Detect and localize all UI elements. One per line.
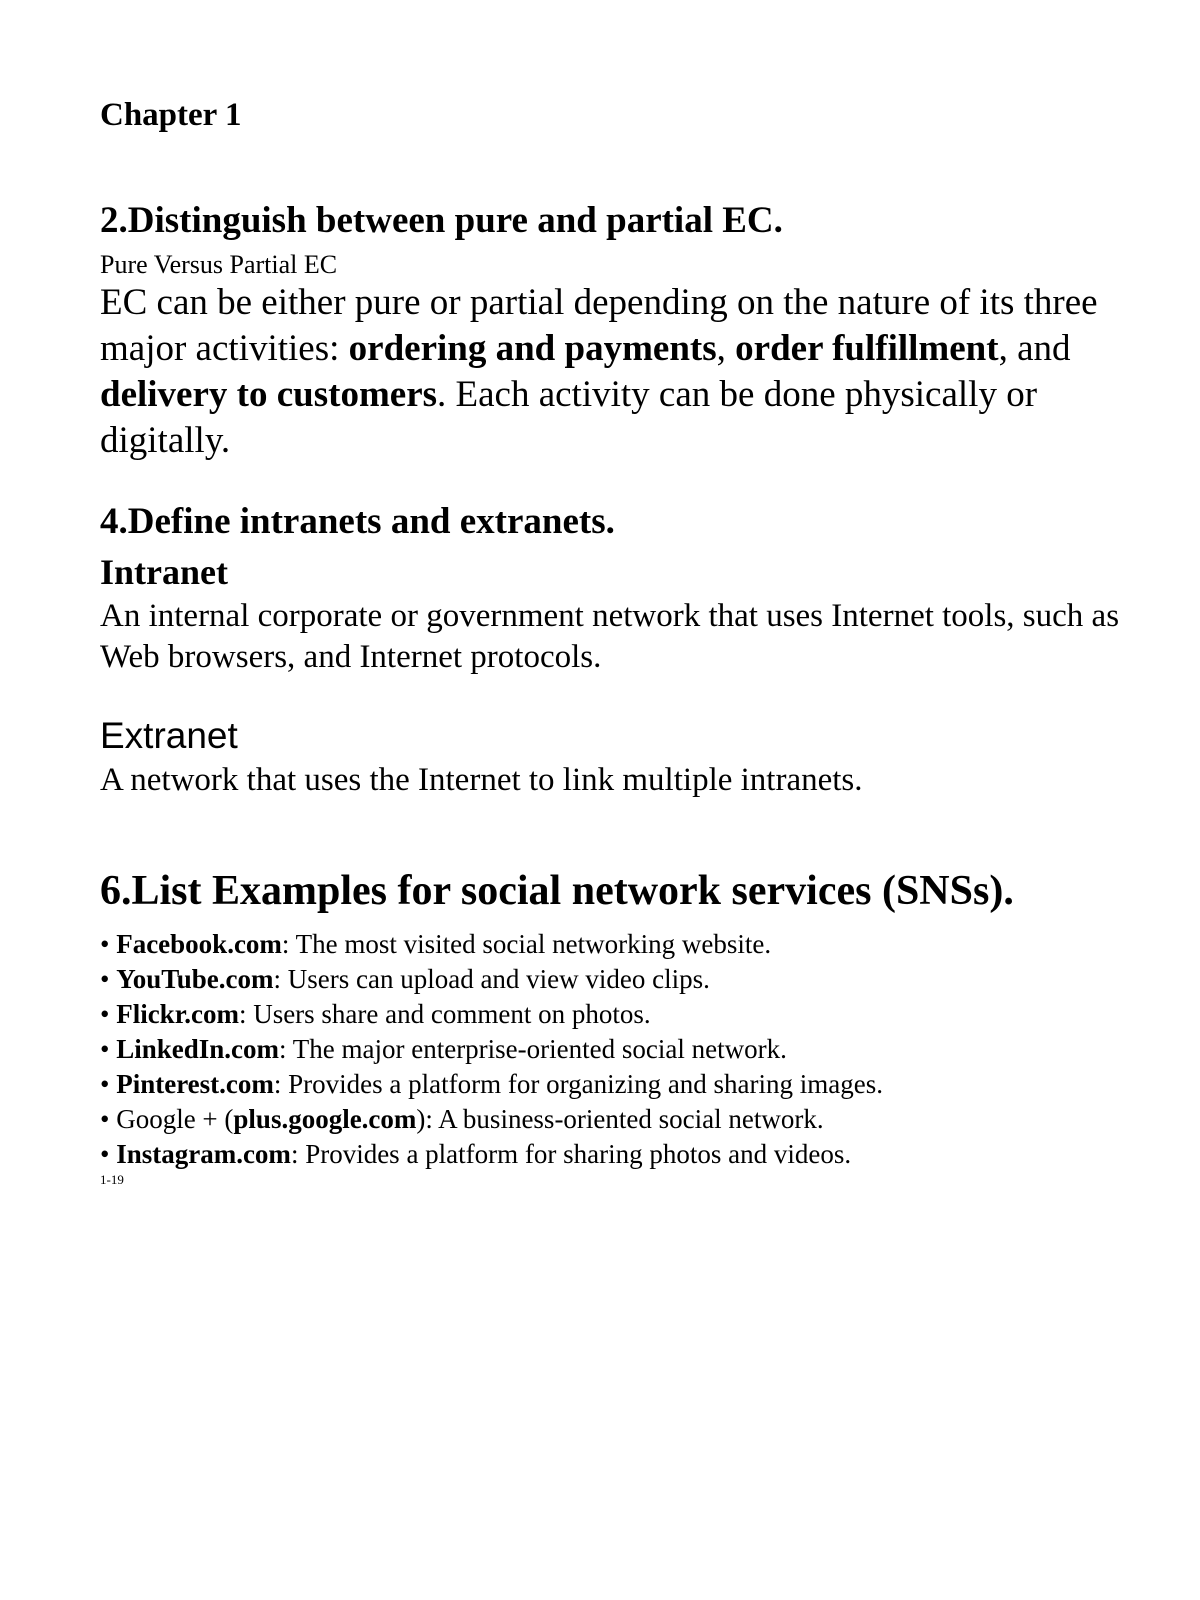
sns-prefix: • — [100, 1033, 117, 1064]
chapter-title: Chapter 1 — [100, 97, 242, 133]
q2-text-1: EC can be either pure or partial depending on the nature of its three major activities: — [100, 282, 1098, 370]
intranet-term: Intranet — [100, 551, 228, 592]
list-item — [100, 1137, 1120, 1172]
sns-desc: ): A business-oriented social network. — [416, 1103, 824, 1134]
list-item — [100, 1067, 1120, 1102]
sns-desc: : The major enterprise-oriented social network. — [279, 1033, 787, 1064]
intranet-definition: An internal corporate or government network that uses Internet tools, such as Web browsers, and Internet protocols. — [100, 597, 1120, 675]
section-q4 — [100, 500, 1120, 801]
section-q6 — [100, 866, 1120, 1187]
list-item — [100, 927, 1120, 962]
q2-sep-2: , and — [998, 328, 1071, 370]
q2-heading: 2.Distinguish between pure and partial EC. — [100, 199, 783, 241]
sns-name: LinkedIn.com — [116, 1033, 279, 1064]
sns-desc: : The most visited social networking website. — [281, 928, 772, 959]
q4-heading: 4.Define intranets and extranets. — [100, 501, 615, 543]
sns-prefix: • — [100, 1138, 117, 1169]
document-page — [100, 96, 1120, 1187]
list-item — [100, 1102, 1120, 1137]
q2-bold-delivery: delivery to customers — [100, 374, 438, 416]
sns-prefix: • — [100, 998, 117, 1029]
section-q2 — [100, 199, 1120, 465]
sns-list — [100, 927, 1120, 1172]
sns-desc: : Users share and comment on photos. — [238, 998, 651, 1029]
q2-paragraph — [100, 280, 1120, 464]
sns-name: Facebook.com — [116, 928, 282, 959]
sns-name: YouTube.com — [116, 963, 274, 994]
sns-prefix: • Google + ( — [100, 1103, 234, 1134]
q2-text-2: . Each activity can be done physically or digitally. — [100, 374, 1038, 462]
list-item — [100, 1032, 1120, 1067]
q2-subheading: Pure Versus Partial EC — [100, 249, 338, 279]
extranet-definition: A network that uses the Internet to link multiple intranets. — [100, 762, 863, 799]
list-item — [100, 962, 1120, 997]
sns-desc: : Users can upload and view video clips. — [273, 963, 710, 994]
sns-desc: : Provides a platform for sharing photos and videos. — [290, 1138, 852, 1169]
sns-name: Instagram.com — [116, 1138, 291, 1169]
q2-bold-fulfillment: order fulfillment — [735, 328, 999, 370]
extranet-term: Extranet — [100, 714, 238, 756]
sns-name: Pinterest.com — [116, 1068, 274, 1099]
slide-number: 1-19 — [100, 1171, 124, 1187]
sns-prefix: • — [100, 963, 117, 994]
sns-desc: : Provides a platform for organizing and sharing images. — [273, 1068, 884, 1099]
sns-prefix: • — [100, 1068, 117, 1099]
sns-name: plus.google.com — [233, 1103, 417, 1134]
q6-heading: 6.List Examples for social network services (SNSs). — [100, 868, 1014, 915]
sns-name: Flickr.com — [116, 998, 239, 1029]
sns-prefix: • — [100, 928, 117, 959]
list-item — [100, 997, 1120, 1032]
q2-sep-1: , — [716, 328, 736, 370]
q2-bold-ordering: ordering and payments — [348, 328, 717, 370]
